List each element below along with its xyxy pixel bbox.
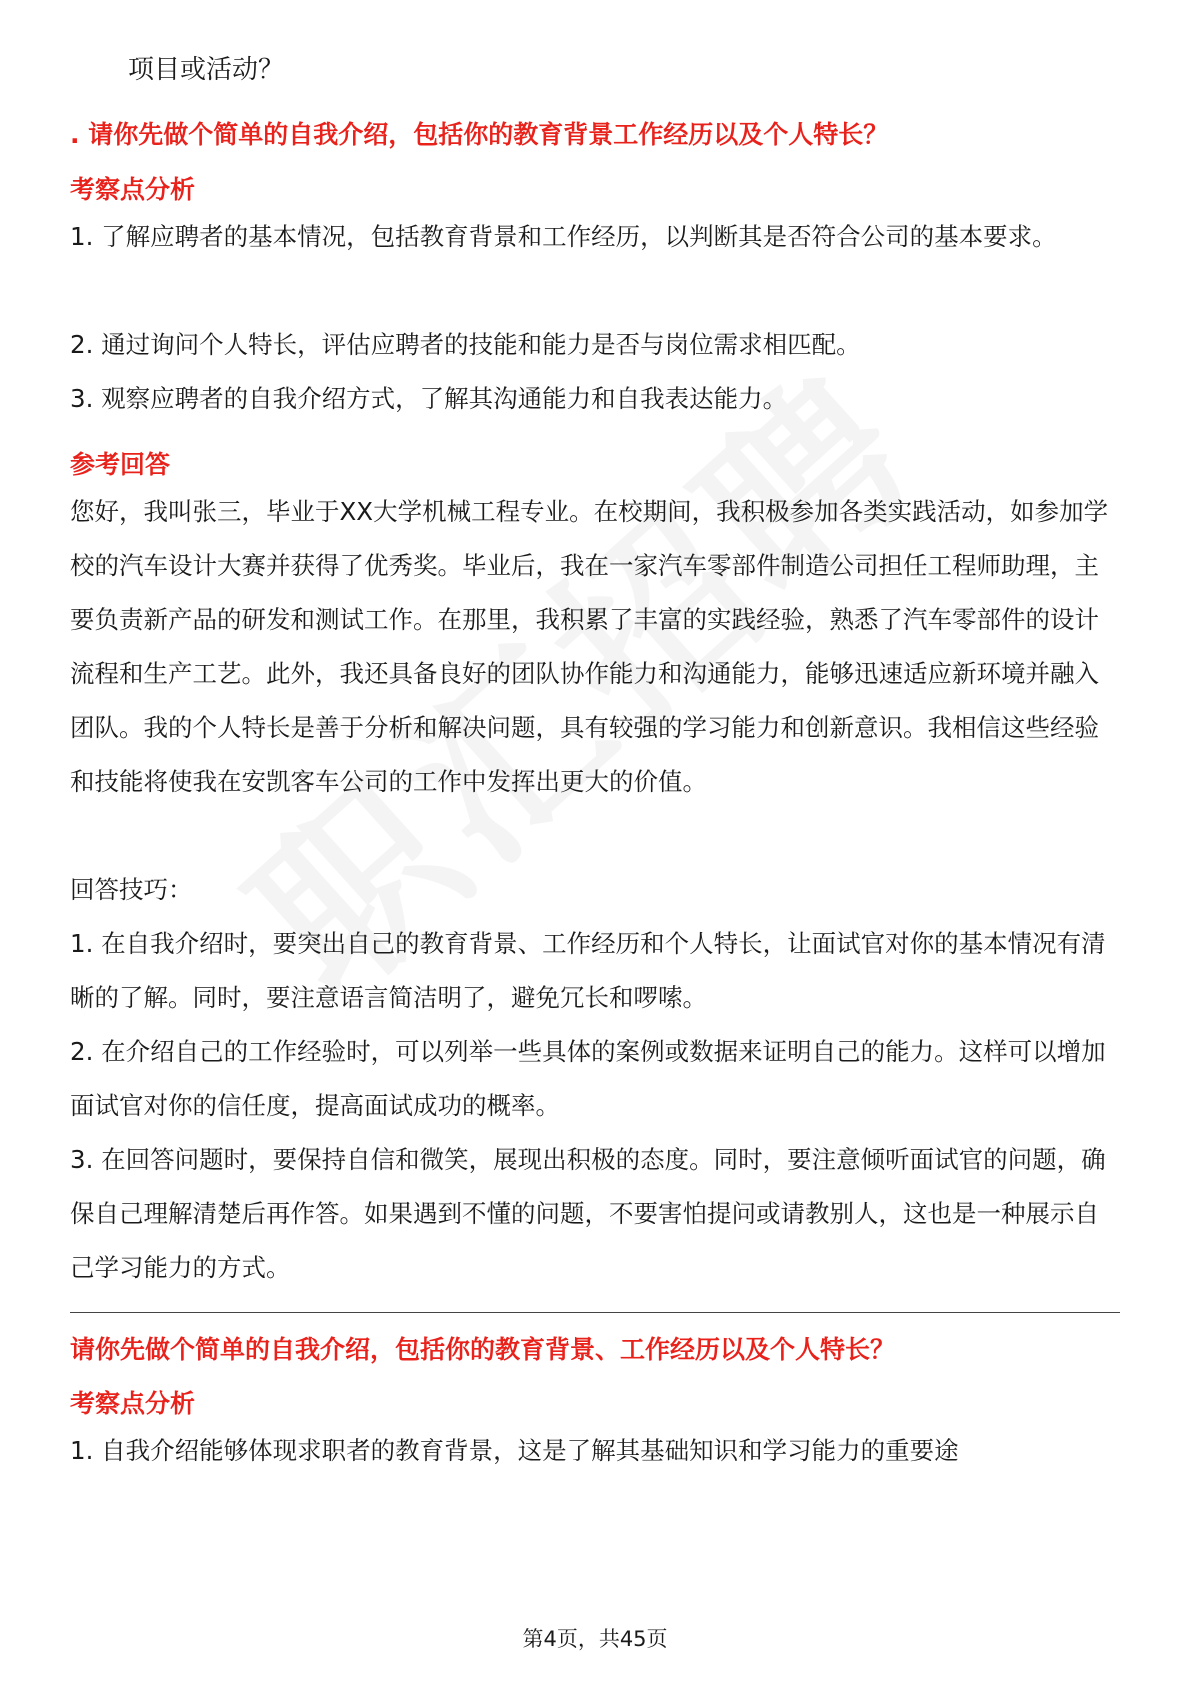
tip-item: 3. 在回答问题时，要保持自信和微笑，展现出积极的态度。同时，要注意倾听面试官的问题，确保自己理解清楚后再作答。如果遇到不懂的问题，不要害怕提问或请教别人，这也是一种展示自己学习能力的方式。 <box>70 1145 1106 1282</box>
tips-heading: 回答技巧： <box>70 875 193 904</box>
question-2: 请你先做个简单的自我介绍，包括你的教育背景、工作经历以及个人特长？ <box>70 1335 896 1364</box>
analysis-item: 1. 了解应聘者的基本情况，包括教育背景和工作经历，以判断其是否符合公司的基本要求。 <box>70 222 1057 251</box>
section-divider <box>70 1312 1120 1313</box>
page-footer: 第4页，共45页 <box>522 1627 668 1651</box>
answer-heading: 参考回答 <box>70 450 171 479</box>
tip-item: 2. 在介绍自己的工作经验时，可以列举一些具体的案例或数据来证明自己的能力。这样可以增加面试官对你的信任度，提高面试成功的概率。 <box>70 1037 1106 1120</box>
analysis-item: 2. 通过询问个人特长，评估应聘者的技能和能力是否与岗位需求相匹配。 <box>70 330 861 359</box>
question-1: . 请你先做个简单的自我介绍，包括你的教育背景工作经历以及个人特长？ <box>70 120 889 149</box>
analysis-heading-1: 考察点分析 <box>70 175 196 204</box>
analysis-item: 3. 观察应聘者的自我介绍方式，了解其沟通能力和自我表达能力。 <box>70 384 788 413</box>
continued-question: 项目或活动？ <box>128 55 285 85</box>
tip-item: 1. 在自我介绍时，要突出自己的教育背景、工作经历和个人特长，让面试官对你的基本情况有清晰的了解。同时，要注意语言简洁明了，避免冗长和啰嗦。 <box>70 929 1106 1012</box>
analysis-heading-2: 考察点分析 <box>70 1389 196 1418</box>
analysis-item: 1. 自我介绍能够体现求职者的教育背景，这是了解其基础知识和学习能力的重要途 <box>70 1436 959 1465</box>
answer-text: 您好，我叫张三，毕业于XX大学机械工程专业。在校期间，我积极参加各类实践活动，如参加学校的汽车设计大赛并获得了优秀奖。毕业后，我在一家汽车零部件制造公司担任工程师助理，主要负责新产品的研发和测试工作。在那里，我积累了丰富的实践经验，熟悉了汽车零部件的设计流程和生产工艺。此外，我还具备良好的团队协作能力和沟通能力，能够迅速适应新环境并融入团队。我的个人特长是善于分析和解决问题，具有较强的学习能力和创新意识。我相信这些经验和技能将使我在安凯客车公司的工作中发挥出更大的价值。 <box>70 497 1109 796</box>
